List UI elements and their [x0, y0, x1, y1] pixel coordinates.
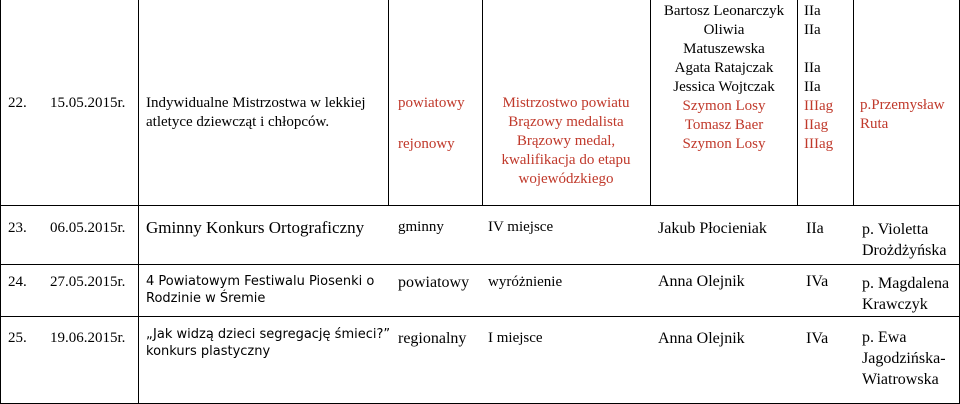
- row-date: 19.06.2015r.: [50, 330, 126, 346]
- students: [652, 2, 796, 154]
- row-date: 06.05.2015r.: [50, 220, 126, 236]
- column-divider: [797, 0, 798, 205]
- teacher: [862, 219, 946, 261]
- level: regionalny: [398, 330, 467, 347]
- classes: IIa: [806, 220, 824, 237]
- students: Jakub Płocieniak: [658, 220, 767, 237]
- row-divider: [0, 316, 960, 317]
- event-name: Gminny Konkurs Ortograficzny: [146, 218, 365, 237]
- teacher-line: p. Violetta: [862, 221, 929, 238]
- event-line: 4 Powiatowym Festiwalu Piosenki o: [146, 274, 375, 289]
- student-name: Szymon Losy: [682, 136, 766, 152]
- class-label: IIIag: [804, 98, 834, 114]
- result: [484, 94, 648, 189]
- teacher-line: Jagodzińska-: [862, 350, 946, 367]
- row-date: 27.05.2015r.: [50, 274, 126, 290]
- event-line: konkurs plastyczny: [146, 344, 271, 359]
- student-name: Tomasz Baer: [684, 117, 764, 133]
- event-line: Rodzinie w Śremie: [146, 291, 266, 306]
- student-name: Jessica Wojtczak: [673, 79, 775, 95]
- result-line: kwalifikacja do etapu: [501, 152, 631, 168]
- row-number: 24.: [8, 274, 27, 290]
- result-line: Brązowy medalista: [508, 114, 624, 130]
- teacher-line: Drożdżyńska: [862, 242, 947, 259]
- row-number: 22.: [8, 95, 27, 111]
- student-name: Szymon Losy: [682, 98, 766, 114]
- student-name: Agata Ratajczak: [674, 60, 774, 76]
- result: wyróżnienie: [488, 274, 563, 290]
- result: I miejsce: [488, 330, 543, 346]
- teacher-line: Wiatrowska: [862, 371, 939, 388]
- row-date: 15.05.2015r.: [50, 95, 126, 111]
- class-label: IIa: [804, 79, 821, 95]
- result-line: Mistrzostwo powiatu: [502, 95, 630, 111]
- row-divider: [0, 264, 960, 265]
- column-divider: [138, 0, 139, 404]
- classes: IVa: [806, 330, 829, 347]
- event-line: atletyce dziewcząt i chłopców.: [146, 114, 330, 130]
- event-name: [146, 326, 390, 360]
- teacher: [860, 96, 945, 134]
- level: powiatowy: [398, 95, 465, 111]
- student-name: Matuszewska: [683, 41, 765, 57]
- teacher-line: Ruta: [860, 116, 889, 132]
- table-border-left: [0, 0, 1, 404]
- student-name: Oliwia: [703, 22, 745, 38]
- event-line: Indywidualne Mistrzostwa w lekkiej: [146, 95, 366, 111]
- students: Anna Olejnik: [658, 330, 745, 347]
- classes: IVa: [806, 273, 829, 290]
- teacher-line: p. Ewa: [862, 329, 907, 346]
- class-label: IIa: [804, 3, 821, 19]
- row-number: 25.: [8, 330, 27, 346]
- class-label: IIIag: [804, 136, 834, 152]
- level: powiatowy: [398, 274, 470, 291]
- students: Anna Olejnik: [658, 273, 745, 290]
- result-line: wojewódzkiego: [518, 171, 614, 187]
- classes: [804, 2, 833, 154]
- teacher: [862, 327, 946, 390]
- class-label: IIa: [804, 22, 821, 38]
- class-label: IIag: [804, 117, 829, 133]
- teacher-line: p. Magdalena: [862, 275, 950, 292]
- teacher: [862, 273, 949, 315]
- column-divider: [482, 0, 483, 205]
- result: IV miejsce: [488, 219, 554, 235]
- teacher-line: Krawczyk: [862, 296, 928, 313]
- row-number: 23.: [8, 220, 27, 236]
- column-divider: [388, 0, 389, 205]
- column-divider: [853, 0, 854, 205]
- row-divider: [0, 205, 960, 206]
- event-name: [146, 94, 366, 132]
- student-name: Bartosz Leonarczyk: [663, 3, 785, 19]
- level: rejonowy: [398, 136, 455, 152]
- level: gminny: [398, 219, 444, 235]
- event-name: [146, 273, 374, 307]
- result-line: Brązowy medal,: [516, 133, 616, 149]
- column-divider: [650, 0, 651, 205]
- class-label: IIa: [804, 60, 821, 76]
- teacher-line: p.Przemysław: [860, 97, 945, 113]
- event-line: „Jak widzą dzieci segregację śmieci?”: [146, 327, 391, 342]
